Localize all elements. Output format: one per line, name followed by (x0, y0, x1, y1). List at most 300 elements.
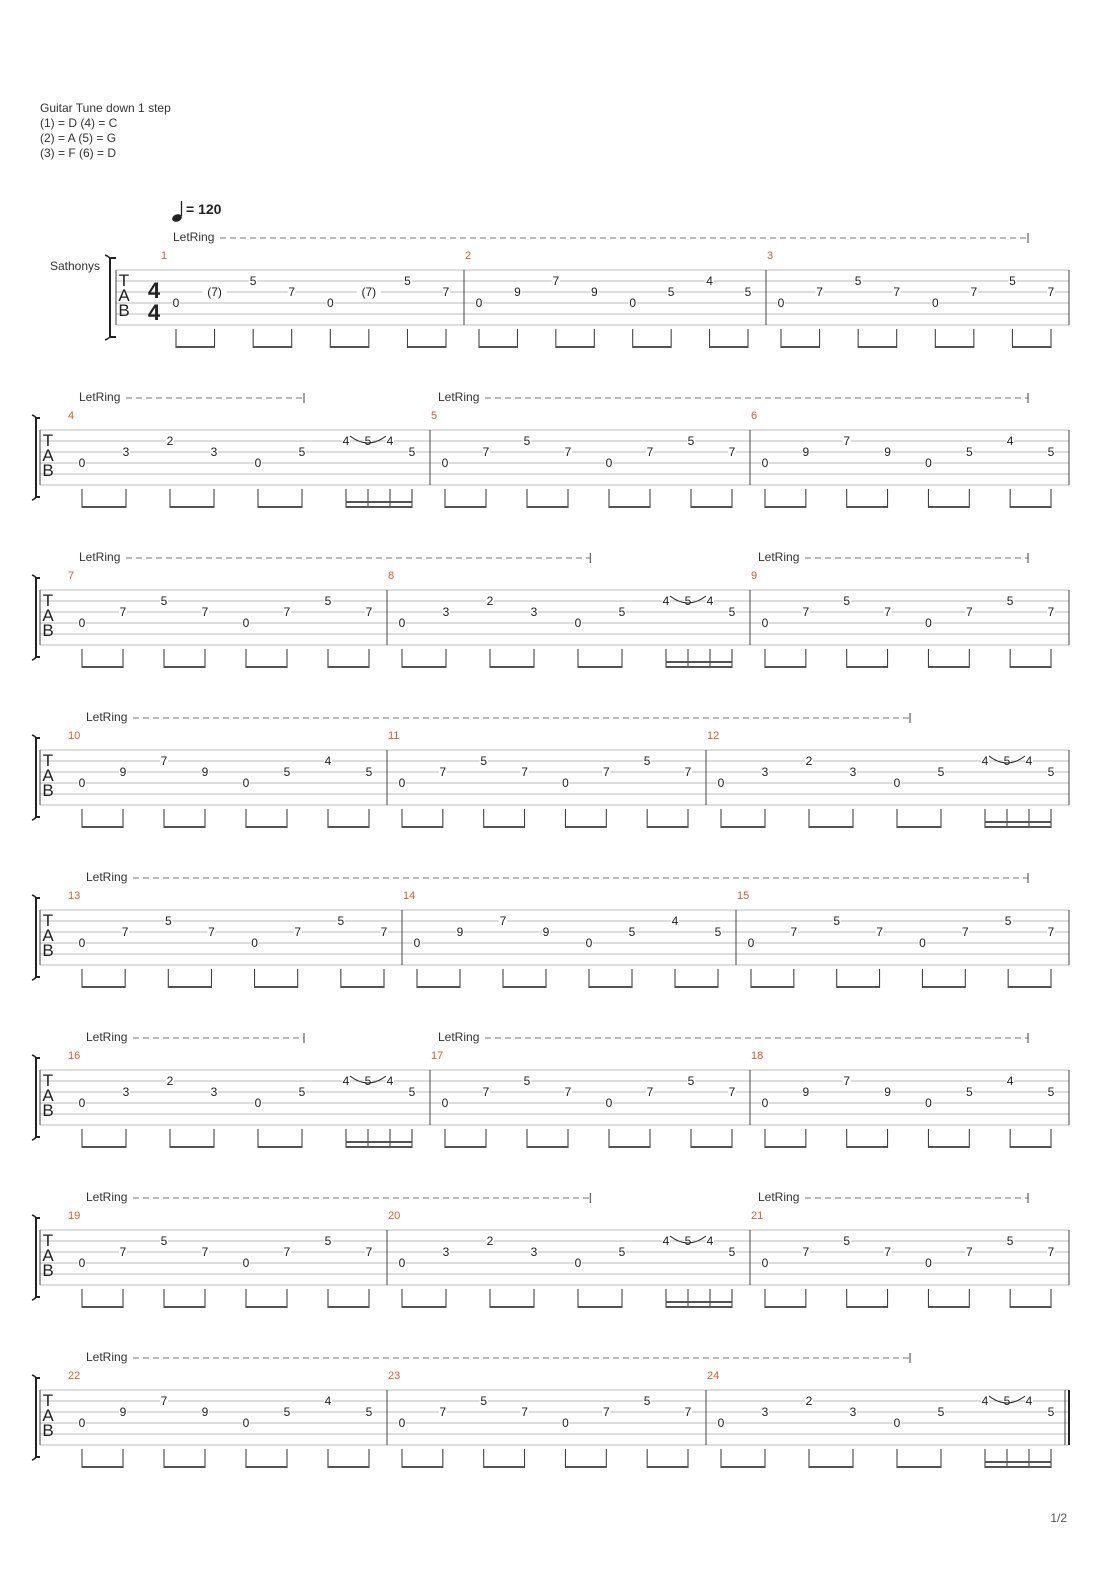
system-bracket (36, 578, 40, 657)
beam-primary (407, 346, 446, 348)
measure-number: 14 (403, 890, 416, 902)
fret-number: 5 (480, 1394, 488, 1408)
tuning-line: (2) = A (5) = G (40, 131, 117, 145)
beam-primary (765, 666, 806, 668)
beam-primary (527, 1146, 568, 1148)
beam-primary (809, 1466, 853, 1468)
fret-number: 0 (893, 1416, 901, 1430)
fret-number: 0 (925, 456, 932, 470)
measure-number: 16 (68, 1050, 81, 1062)
fret-number: 0 (925, 616, 932, 630)
fret-number: 7 (684, 1405, 692, 1419)
tab-clef-letter: B (42, 1101, 54, 1120)
system-bracket-hook (105, 337, 110, 340)
beam-primary (928, 1146, 969, 1148)
beam-primary (82, 506, 126, 508)
fret-number: 7 (521, 765, 528, 779)
let-ring-label: LetRing (86, 1030, 128, 1044)
fret-number: 5 (728, 1245, 736, 1259)
let-ring-label: LetRing (86, 710, 128, 724)
let-ring-label: LetRing (173, 230, 215, 244)
fret-number: 5 (523, 1074, 531, 1088)
beam-primary (935, 346, 974, 348)
fret-number: 0 (919, 936, 926, 950)
fret-number: 7 (816, 285, 823, 299)
fret-number: 7 (684, 765, 692, 779)
fret-number: 4 (706, 1234, 714, 1248)
tempo-value: = 120 (186, 201, 222, 217)
fret-number: 5 (1009, 274, 1016, 288)
fret-number: 5 (1047, 445, 1055, 459)
fret-number: 0 (761, 1256, 769, 1270)
beam-primary (484, 826, 525, 828)
fret-number: 0 (777, 296, 785, 310)
beam-primary (328, 826, 369, 828)
measure-number: 11 (388, 730, 400, 742)
tab-clef-letter: T (42, 591, 54, 610)
tab-clef-letter: T (42, 911, 54, 930)
fret-number: 5 (1004, 914, 1012, 928)
tab-clef-letter: T (42, 1391, 54, 1410)
fret-number: 0 (242, 616, 250, 630)
fret-number: 4 (1006, 434, 1014, 448)
beam-primary (751, 986, 794, 988)
beam-primary (765, 1306, 806, 1308)
fret-number: 9 (514, 285, 521, 299)
tab-clef-letter: B (42, 621, 54, 640)
beam-primary (675, 986, 718, 988)
fret-number: 4 (342, 434, 350, 448)
fret-number: 7 (121, 925, 129, 939)
measure-number: 18 (751, 1050, 764, 1062)
fret-number: 7 (646, 445, 654, 459)
let-ring-label: LetRing (79, 550, 121, 564)
beam-primary (556, 346, 594, 348)
beam-primary (1010, 1146, 1051, 1148)
beam-primary (847, 506, 888, 508)
measure-number: 6 (751, 410, 758, 422)
fret-number: 7 (1047, 605, 1055, 619)
tab-clef-letter: A (42, 1246, 54, 1265)
beam-primary (666, 1306, 732, 1308)
fret-number: 4 (324, 1394, 332, 1408)
tab-clef-letter: B (42, 1421, 54, 1440)
fret-number: 4 (706, 274, 713, 288)
system-bracket-hook (32, 977, 36, 980)
fret-number: 4 (386, 1074, 394, 1088)
measure-number: 19 (68, 1210, 81, 1222)
fret-number: 0 (562, 776, 569, 790)
beam-primary (765, 1146, 806, 1148)
fret-number: 5 (1003, 1394, 1011, 1408)
fret-number: 5 (523, 434, 531, 448)
fret-number: 5 (1006, 594, 1014, 608)
tab-clef-letter: B (42, 941, 54, 960)
system-bracket (36, 1218, 40, 1297)
beam-primary (328, 666, 369, 668)
measure-number: 21 (751, 1210, 764, 1222)
fret-number: 5 (160, 1234, 168, 1248)
fret-number: 0 (925, 1256, 932, 1270)
fret-number: 3 (210, 445, 218, 459)
fret-number: 7 (564, 445, 572, 459)
tab-clef-letter: T (42, 1071, 54, 1090)
tab-clef-letter: A (42, 766, 54, 785)
fret-number: 5 (164, 914, 172, 928)
fret-number: 0 (398, 616, 406, 630)
fret-number: 5 (714, 925, 722, 939)
fret-number: 0 (78, 456, 86, 470)
system-bracket-hook (32, 1137, 36, 1140)
let-ring-label: LetRing (86, 1350, 128, 1364)
fret-number: 5 (618, 1245, 626, 1259)
fret-number: 4 (1025, 754, 1033, 768)
fret-number: 7 (365, 1245, 373, 1259)
fret-number: 5 (364, 434, 372, 448)
beam-primary (402, 666, 446, 668)
beam-primary (82, 986, 125, 988)
let-ring-label: LetRing (86, 870, 128, 884)
beam-primary (847, 666, 888, 668)
system-bracket-hook (32, 1375, 36, 1378)
fret-number: 0 (242, 1256, 250, 1270)
fret-number: 0 (413, 936, 421, 950)
measure-number: 2 (465, 250, 472, 262)
fret-number: 7 (283, 1245, 291, 1259)
fret-number: 3 (530, 605, 538, 619)
fret-number: 0 (441, 1096, 449, 1110)
fret-number: 0 (398, 1256, 406, 1270)
system-bracket-hook (32, 1055, 36, 1058)
beam-primary (82, 666, 123, 668)
fret-number: 5 (965, 1085, 973, 1099)
fret-number: 5 (687, 434, 695, 448)
fret-number: 7 (893, 285, 901, 299)
fret-number: 0 (893, 776, 901, 790)
fret-number: 7 (288, 285, 296, 299)
fret-number: 2 (486, 1234, 494, 1248)
fret-number: 0 (605, 456, 613, 470)
beam-primary (837, 986, 880, 988)
fret-number: 9 (542, 925, 550, 939)
fret-number: 7 (442, 285, 450, 299)
beam-primary (897, 1466, 941, 1468)
fret-number: 7 (201, 1245, 209, 1259)
fret-number: 0 (172, 296, 180, 310)
fret-number: 7 (439, 765, 447, 779)
beam-primary (1010, 1306, 1051, 1308)
fret-number: 5 (1047, 765, 1055, 779)
fret-number: 7 (602, 765, 610, 779)
beam-primary (346, 506, 412, 508)
beam-primary (527, 506, 568, 508)
tab-clef-letter: B (118, 301, 130, 320)
fret-number: 5 (684, 594, 692, 608)
page-number: 1/2 (1050, 1511, 1067, 1525)
tab-clef-letter: B (42, 781, 54, 800)
beam-primary (710, 346, 748, 348)
fret-number: 7 (843, 434, 851, 448)
beam-secondary (666, 661, 732, 663)
fret-number: 7 (970, 285, 978, 299)
fret-number: 5 (687, 1074, 695, 1088)
tab-clef-letter: A (42, 1086, 54, 1105)
fret-number: 5 (160, 594, 168, 608)
beam-secondary (346, 501, 412, 503)
beam-primary (565, 1466, 606, 1468)
beam-primary (847, 1146, 888, 1148)
beam-primary (1010, 666, 1051, 668)
fret-number: 5 (337, 914, 345, 928)
measure-number: 9 (751, 570, 758, 582)
system-bracket-hook (32, 1297, 36, 1300)
tuning-title: Guitar Tune down 1 step (40, 101, 171, 115)
tab-clef-letter: T (42, 751, 54, 770)
fret-number: 0 (717, 1416, 725, 1430)
beam-primary (246, 1466, 287, 1468)
fret-number: 0 (574, 616, 582, 630)
fret-number: 0 (605, 1096, 613, 1110)
fret-number: 4 (1006, 1074, 1014, 1088)
fret-number: 0 (78, 1096, 86, 1110)
beam-primary (578, 1306, 622, 1308)
beam-primary (809, 826, 853, 828)
beam-primary (721, 1466, 765, 1468)
fret-number: 0 (441, 456, 449, 470)
fret-number: 5 (618, 605, 626, 619)
tab-clef-letter: A (42, 606, 54, 625)
fret-number: 9 (119, 765, 127, 779)
fret-number: 7 (521, 1405, 528, 1419)
fret-number: 7 (802, 605, 810, 619)
beam-primary (503, 986, 546, 988)
fret-number: 7 (201, 605, 209, 619)
beam-secondary (985, 1461, 1051, 1463)
let-ring-label: LetRing (86, 1190, 128, 1204)
beam-primary (341, 986, 384, 988)
fret-number: 7 (1047, 1245, 1055, 1259)
fret-number: 7 (1047, 925, 1055, 939)
fret-number: 5 (843, 594, 851, 608)
measure-number: 15 (737, 890, 750, 902)
fret-number: 4 (981, 754, 989, 768)
fret-number: 0 (254, 456, 262, 470)
system-bracket (36, 418, 40, 497)
fret-number: 5 (1047, 1405, 1055, 1419)
fret-number: 0 (629, 296, 637, 310)
system-bracket-hook (32, 895, 36, 898)
beam-primary (781, 346, 820, 348)
beam-primary (897, 826, 941, 828)
beam-primary (258, 1146, 302, 1148)
fret-number: 7 (876, 925, 883, 939)
beam-primary (164, 666, 205, 668)
beam-primary (445, 1146, 486, 1148)
fret-number: 0 (242, 776, 250, 790)
fret-number: 0 (761, 616, 769, 630)
fret-number: (7) (361, 285, 377, 299)
fret-number: 3 (530, 1245, 538, 1259)
beam-primary (578, 666, 622, 668)
beam-primary (328, 1306, 369, 1308)
fret-number: 4 (662, 1234, 670, 1248)
beam-primary (258, 506, 302, 508)
fret-number: 9 (802, 445, 810, 459)
fret-number: (7) (207, 285, 222, 299)
fret-number: 4 (671, 914, 679, 928)
fret-number: 7 (439, 1405, 447, 1419)
fret-number: 4 (324, 754, 332, 768)
beam-primary (170, 1146, 214, 1148)
time-signature-top: 4 (147, 278, 161, 303)
tab-clef-letter: A (118, 286, 130, 305)
fret-number: 4 (981, 1394, 989, 1408)
tab-clef-letter: A (42, 1406, 54, 1425)
tuning-line: (1) = D (4) = C (40, 116, 118, 130)
fret-number: 7 (294, 925, 302, 939)
fret-number: 7 (160, 1394, 168, 1408)
fret-number: 5 (408, 1085, 416, 1099)
beam-primary (328, 1466, 369, 1468)
beam-primary (928, 1306, 969, 1308)
fret-number: 0 (398, 776, 406, 790)
beam-primary (847, 1306, 888, 1308)
measure-number: 20 (388, 1210, 401, 1222)
fret-number: 9 (802, 1085, 810, 1099)
fret-number: 7 (965, 1245, 973, 1259)
fret-number: 5 (684, 1234, 692, 1248)
beam-primary (402, 1306, 446, 1308)
fret-number: 7 (961, 925, 969, 939)
fret-number: 3 (761, 1405, 769, 1419)
let-ring-label: LetRing (79, 390, 121, 404)
measure-number: 24 (707, 1370, 720, 1382)
beam-primary (170, 506, 214, 508)
fret-number: 7 (602, 1405, 610, 1419)
fret-number: 5 (404, 274, 411, 288)
fret-number: 7 (1047, 285, 1055, 299)
fret-number: 7 (790, 925, 798, 939)
fret-number: 0 (78, 1256, 86, 1270)
beam-primary (647, 826, 688, 828)
beam-primary (633, 346, 671, 348)
beam-primary (164, 1306, 205, 1308)
measure-number: 1 (161, 250, 168, 262)
beam-primary (490, 1306, 534, 1308)
fret-number: 2 (166, 1074, 174, 1088)
beam-primary (922, 986, 965, 988)
fret-number: 0 (78, 936, 86, 950)
fret-number: 9 (201, 1405, 209, 1419)
beam-primary (346, 1146, 412, 1148)
beam-primary (246, 666, 287, 668)
tab-clef-letter: A (42, 926, 54, 945)
fret-number: 5 (283, 1405, 291, 1419)
beam-primary (445, 506, 486, 508)
fret-number: 5 (324, 1234, 332, 1248)
fret-number: 7 (119, 1245, 127, 1259)
fret-number: 9 (884, 445, 891, 459)
system-bracket-hook (32, 1215, 36, 1218)
tab-clef-letter: T (42, 1231, 54, 1250)
fret-number: 7 (802, 1245, 810, 1259)
beam-primary (647, 1466, 688, 1468)
fret-number: 7 (119, 605, 127, 619)
beam-primary (330, 346, 369, 348)
fret-number: 0 (78, 616, 86, 630)
system-bracket-hook (32, 1457, 36, 1460)
fret-number: 0 (254, 1096, 262, 1110)
fret-number: 0 (78, 776, 86, 790)
fret-number: 7 (728, 445, 736, 459)
fret-number: 7 (965, 605, 973, 619)
fret-number: 4 (706, 594, 714, 608)
beam-primary (985, 1466, 1051, 1468)
fret-number: 0 (747, 936, 755, 950)
system-bracket-hook (32, 657, 36, 660)
measure-number: 5 (431, 410, 438, 422)
system-bracket-hook (32, 817, 36, 820)
fret-number: 4 (662, 594, 670, 608)
time-signature-bottom: 4 (147, 300, 161, 325)
beam-primary (1010, 506, 1051, 508)
tuning-line: (3) = F (6) = D (40, 146, 117, 160)
beam-primary (484, 1466, 525, 1468)
system-bracket-hook (32, 497, 36, 500)
fret-number: 5 (324, 594, 332, 608)
fret-number: 9 (884, 1085, 891, 1099)
fret-number: 3 (761, 765, 769, 779)
let-ring-label: LetRing (438, 390, 480, 404)
fret-number: 7 (160, 754, 168, 768)
measure-number: 23 (388, 1370, 401, 1382)
beam-primary (721, 826, 765, 828)
measure-number: 22 (68, 1370, 81, 1382)
fret-number: 3 (849, 765, 857, 779)
fret-number: 7 (380, 925, 388, 939)
fret-number: 9 (590, 285, 598, 299)
measure-number: 13 (68, 890, 81, 902)
system-bracket-hook (32, 575, 36, 578)
measure-number: 17 (431, 1050, 444, 1062)
let-ring-label: LetRing (758, 550, 800, 564)
beam-primary (565, 826, 606, 828)
fret-number: 5 (1003, 754, 1011, 768)
fret-number: 5 (1047, 1085, 1055, 1099)
beam-primary (164, 826, 205, 828)
beam-primary (691, 506, 732, 508)
fret-number: 2 (486, 594, 494, 608)
fret-number: 3 (849, 1405, 857, 1419)
beam-primary (479, 346, 517, 348)
fret-number: 7 (208, 925, 215, 939)
fret-number: 3 (442, 605, 450, 619)
fret-number: 4 (386, 434, 394, 448)
fret-number: 0 (761, 1096, 769, 1110)
system-bracket (36, 1058, 40, 1137)
fret-number: 5 (667, 285, 675, 299)
fret-number: 5 (298, 1085, 306, 1099)
fret-number: 5 (298, 445, 306, 459)
fret-number: 5 (480, 754, 488, 768)
tab-clef-letter: B (42, 461, 54, 480)
beam-primary (246, 826, 287, 828)
measure-number: 3 (767, 250, 774, 262)
tab-clef-letter: T (118, 271, 130, 290)
measure-number: 4 (68, 410, 75, 422)
fret-number: 0 (251, 936, 258, 950)
fret-number: 3 (210, 1085, 218, 1099)
